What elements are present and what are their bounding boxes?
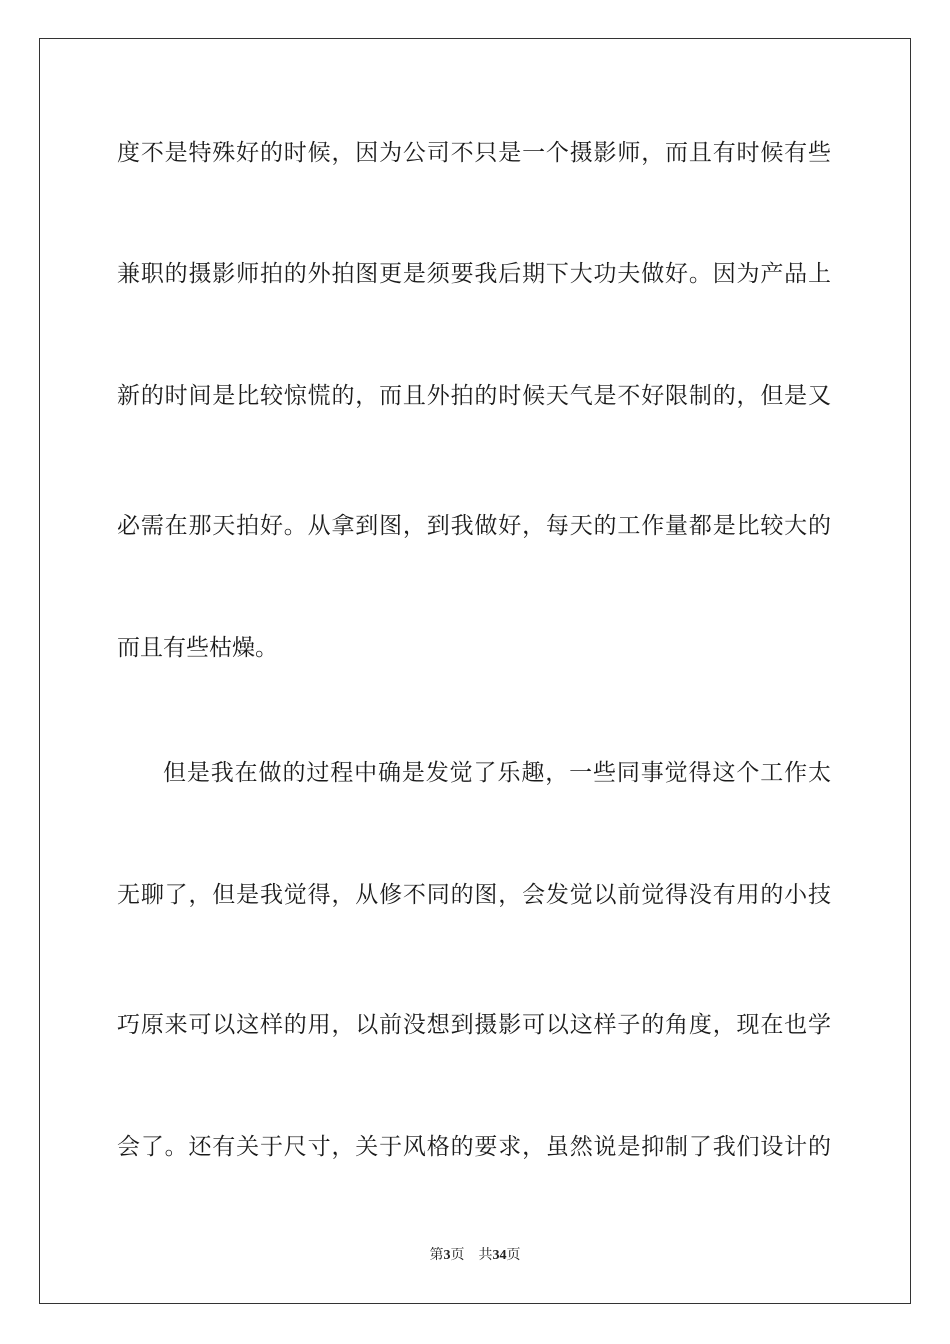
text-line: 无聊了，但是我觉得，从修不同的图，会发觉以前觉得没有用的小技: [117, 882, 831, 908]
text-line: 会了。还有关于尺寸，关于风格的要求，虽然说是抑制了我们设计的: [117, 1134, 831, 1160]
text-line: 新的时间是比较惊慌的，而且外拍的时候天气是不好限制的，但是又: [117, 383, 831, 409]
total-suffix: 页: [506, 1248, 521, 1263]
page-footer: [0, 1246, 950, 1266]
text-line: 而且有些枯燥。: [117, 635, 278, 661]
text-line: 兼职的摄影师拍的外拍图更是须要我后期下大功夫做好。因为产品上: [117, 261, 831, 287]
text-line: 度不是特殊好的时候，因为公司不只是一个摄影师，而且有时候有些: [117, 140, 831, 166]
text-line: 巧原来可以这样的用，以前没想到摄影可以这样子的角度，现在也学: [117, 1012, 831, 1038]
page-prefix: 第: [429, 1248, 444, 1263]
text-line-indented: 但是我在做的过程中确是发觉了乐趣，一些同事觉得这个工作太: [163, 760, 831, 786]
page-suffix: 页: [450, 1248, 465, 1263]
text-line: 必需在那天拍好。从拿到图，到我做好，每天的工作量都是比较大的: [117, 513, 831, 539]
total-pages: 34: [492, 1248, 507, 1263]
total-prefix: 共: [478, 1248, 493, 1263]
page-number: 3: [443, 1248, 451, 1263]
page-border: [39, 38, 911, 1304]
